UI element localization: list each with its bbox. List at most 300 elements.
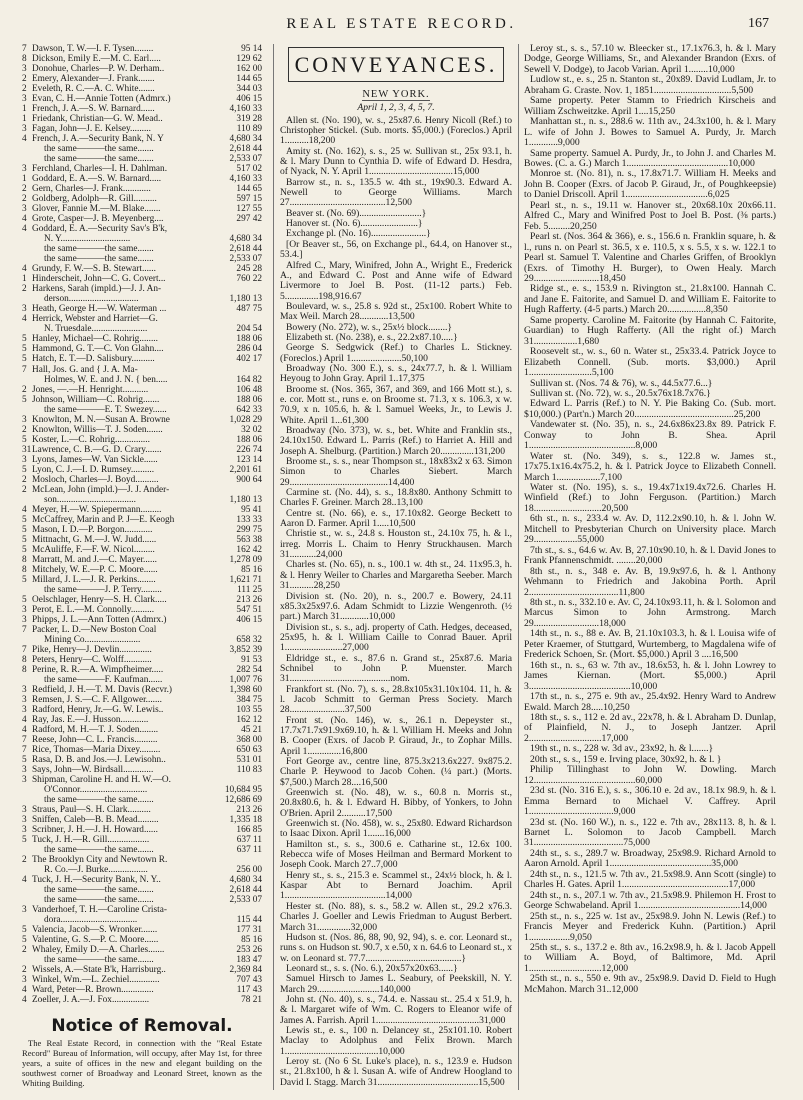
row-date: 4	[22, 715, 27, 726]
row-parties: the same———the same.......	[44, 254, 154, 265]
row-amount: 406 15	[236, 614, 262, 625]
row-amount: 286 04	[236, 344, 262, 355]
conveyance-entry: Bowery (No. 272), w. s., 25x½ block........}	[286, 321, 452, 333]
judgment-row	[22, 785, 262, 795]
row-parties: French, J. A.—Security Bank, N. Y	[32, 134, 164, 145]
city-name: NEW YORK.	[362, 89, 430, 100]
judgment-row	[22, 755, 262, 765]
judgment-row	[22, 94, 262, 104]
date-line: April 1, 2, 3, 4, 5, 7.	[357, 102, 435, 114]
row-parties: Knowlton, Willis—T. J. Soden.......	[32, 424, 163, 435]
row-parties: derson..............................	[44, 294, 139, 305]
row-date: 2	[22, 384, 27, 395]
row-amount: 110 83	[236, 765, 262, 776]
row-date: 5	[22, 344, 27, 355]
row-amount: 162 12	[236, 715, 262, 726]
conveyances-list	[524, 44, 776, 995]
judgment-row	[22, 975, 262, 985]
row-date: 3	[22, 905, 27, 916]
row-amount: 563 38	[236, 534, 262, 545]
row-parties: the same———the same.......	[44, 144, 154, 155]
row-parties: Hanley, Michael—C. Rohrig........	[32, 334, 158, 345]
judgment-row	[22, 224, 262, 234]
judgment-row	[22, 615, 262, 625]
row-amount	[224, 224, 262, 234]
row-parties: Grote, Casper—J. B. Meyenberg....	[32, 214, 164, 225]
row-parties: O'Connor.............................	[44, 785, 148, 796]
judgment-row	[22, 54, 262, 64]
row-amount: 1,398 60	[229, 685, 262, 695]
judgment-row	[22, 194, 262, 204]
row-date: 5	[22, 574, 27, 585]
row-parties: Mason, I. D.—P. Borgon............	[32, 524, 153, 535]
judgment-row	[22, 865, 262, 875]
judgment-row	[22, 685, 262, 695]
conveyance-entry: Fort George av., centre line, 875.3x213.6x227. 9x875.2. Charle P. Heywood to Jacob Cohen. (¼ part.) (Morts. $7,500.) March 28....16,500	[280, 756, 512, 788]
row-amount: 282 54	[236, 664, 262, 675]
conveyance-entry: Sullivan st. (Nos. 74 & 76), w. s., 44.5x77.6...}	[530, 377, 713, 389]
conveyance-entry: 24th st., n. s., 207.1 w. 7th av., 21.5x98.9. Philemon H. Frost to George Schwabeland. April 1..........................................14,000	[524, 889, 776, 912]
row-amount: 531 01	[236, 755, 262, 766]
row-parties: Hinderscheit, John—C. G. Covert...	[32, 274, 166, 285]
row-amount: 45 21	[241, 725, 262, 736]
conveyances-column-2	[524, 44, 776, 995]
row-parties: Lyons, James—W. Van Sickle......	[32, 454, 158, 465]
row-parties: the same———the same.......	[44, 154, 154, 165]
row-parties: Vanderhoef, T. H.—Caroline Crista-	[32, 905, 167, 916]
judgment-row	[22, 174, 262, 184]
conveyance-entry: Front st. (No. 146), w. s., 26.1 n. Depeyster st., 17.7x71.7x91.9x69.10, h. & l. William H. Meeks and John B. Cooper (Exrs. of Jacob P. Giraud, Jr., to Zophar Mills. April 1..............16,800	[280, 714, 512, 757]
row-amount: 188 06	[236, 434, 262, 445]
judgment-row	[22, 344, 262, 354]
row-amount: 85 16	[241, 935, 262, 946]
row-parties: Tuck, J. H.—R. Gill..................	[32, 835, 150, 846]
row-date: 3	[22, 765, 27, 776]
row-amount: 144 65	[236, 184, 262, 195]
row-parties: Hatch, E. T.—D. Salisbury..........	[32, 354, 155, 365]
conveyance-entry: Allen st. (No. 190), w. s., 25x87.6. Henry Nicoll (Ref.) to Christopher Stickel. (Sub. morts. $5,000.) (Foreclos.) April 1..........18,200	[280, 114, 512, 147]
judgment-row	[22, 545, 262, 555]
judgment-row	[22, 775, 262, 785]
row-amount: 103 55	[236, 705, 262, 716]
judgment-row	[22, 625, 262, 635]
row-amount: 110 89	[236, 124, 262, 135]
row-parties: Remsen, J. S.—C. F. Allgower.......	[32, 695, 162, 706]
row-date: 2	[22, 194, 27, 205]
row-amount: 597 15	[236, 194, 262, 205]
row-date: 3	[22, 604, 27, 615]
conveyance-entry: Water st. (No. 195), s. s., 19.4x71x19.4x72.6. Charles H. Winfield (Ref.) to John Ferguson. (Partition.) March 18............................20,500	[524, 482, 776, 514]
row-amount: 133 33	[236, 514, 262, 525]
judgment-row	[22, 965, 262, 975]
row-amount: 4,680 34	[229, 234, 262, 245]
conveyance-entry: Charles st. (No. 65), n. s., 100.1 w. 4th st., 24. 11x95.3, h. & l. Henry Weiler to Charles and Margaretha Seeber. March 31..........28,250	[280, 559, 512, 592]
row-amount: 115 44	[236, 915, 262, 926]
column-rule	[518, 44, 519, 1090]
conveyance-entry: Water st. (No. 349), s. s., 122.8 w. James st., 17x75.1x16.4x75.2, h. & l. Patrick Joyce to Elizabeth Connell. March 1..................7,100	[524, 450, 776, 483]
row-parties: Redfield, J. H.—T. M. Davis (Recvr.)	[32, 685, 173, 695]
row-date: 5	[22, 925, 27, 936]
conveyance-entry: Leroy st., s. s., 57.10 w. Bleecker st., 17.1x76.3, h. & l. Mary Dodge, George Williams, Sr., and Alexander Brandon (Exrs. of Sewell V. Dodge), to Jacob Varian. April 1........10,000	[524, 43, 776, 75]
conveyance-entry: Broome st., s. s., near Thompson st., 18x83x2 x 63. Simon Simon to Charles Siebert. March 29.........................................14,400	[280, 456, 512, 488]
conveyance-entry: 24th st., n. s., 121.5 w. 7th av., 21.5x98.9. Ann Scott (single) to Charles H. Gates. April 1............................................17,000	[524, 868, 776, 891]
row-date: 2	[22, 474, 27, 485]
judgments-column	[22, 44, 262, 1088]
row-amount: 106 48	[236, 384, 262, 395]
row-date: 5	[22, 544, 27, 555]
conveyance-entry: [Or Beaver st., 56, on Exchange pl., 64.4, on Hanover st., 53.4.]	[280, 238, 512, 261]
judgment-row	[22, 795, 262, 805]
row-date: 2	[22, 284, 27, 295]
judgment-row	[22, 745, 262, 755]
row-parties: Straus, Paul—S. H. Clark..........	[32, 805, 151, 816]
row-amount: 10,684 95	[224, 785, 262, 796]
judgment-row	[22, 74, 262, 84]
row-date: 4	[22, 224, 27, 235]
judgment-row	[22, 144, 262, 154]
conveyances-list	[280, 116, 512, 1088]
judgment-row	[22, 705, 262, 715]
row-date: 4	[22, 264, 27, 275]
conveyance-entry: John st. (No. 40), s. s., 74.4. e. Nassau st.. 25.4 x 51.9, h. & l. Margaret wife of Wm. C. Rogers to Eleanor wife of James A. Farrish. April 1...........................................31,000	[280, 993, 512, 1026]
row-amount: 95 14	[241, 44, 262, 54]
judgment-row	[22, 204, 262, 214]
row-date: 2	[22, 855, 27, 866]
judgment-row	[22, 395, 262, 405]
conveyance-entry: Edward L. Parris (Ref.) to N. Y. Pie Baking Co. (Sub. mort. $10,000.) (Part'n.) March 20.........................................25,200	[524, 398, 776, 420]
row-parties: Ferchland, Charles—I. H. Dahlman.	[32, 164, 168, 175]
conveyance-entry: Ridge st., e. s., 153.9 n. Rivington st., 21.8x100. Hannah C. and Jane E. Faitorite, and Samuel D. and William E. Faitorite to Hugh Rafferty. (4-5 parts.) March 20................8,350	[524, 283, 776, 316]
conveyance-entry: Greenwich st. (No. 458), w. s., 25x80. Edward Richardson to Isaac Dixon. April 1.......16,000	[280, 818, 512, 840]
judgment-row	[22, 314, 262, 324]
conveyance-entry: Frankfort st. (No. 7), s. s., 28.8x105x31.10x104. 11, h. & l. Jacob Schmitt to German Press Society. March 28.......................37,500	[280, 683, 512, 716]
conveyance-entry: Christie st., w. s., 24.8 s. Houston st., 24.10x 75, h. & l., irreg. Morris L. Chaim to Henry Struckhausen. March 31...........24,000	[280, 528, 512, 561]
judgment-row	[22, 955, 262, 965]
row-parties: Dickson, Emily E.—M. C. Earl.....	[32, 54, 161, 65]
row-amount: 650 63	[236, 745, 262, 756]
row-date: 8	[22, 54, 27, 65]
row-parties: Evan, C. H.—Annie Totten (Admrx.)	[32, 94, 171, 105]
judgment-row	[22, 525, 262, 535]
conveyance-entry: Leonard st., s. s. (No. 6.), 20x57x20x63......}	[286, 962, 458, 974]
judgment-row	[22, 595, 262, 605]
judgment-row	[22, 945, 262, 955]
row-amount: 1,278 09	[229, 554, 262, 565]
conveyance-entry: 6th st., n. s., 233.4 w. Av. D, 112.2x90.10, h. & l. John W. Mitchell to Presbyterian Church on University place. March 29..................55,000	[524, 513, 776, 546]
row-parties: N. Truesdale........................	[44, 324, 148, 335]
row-date: 3	[22, 685, 27, 695]
conveyance-entry: Ludlow st., e. s., 25 n. Stanton st., 20x89. David Ludlam, Jr. to Abraham G. Craste. Nov. 1, 1851................................5,500	[524, 74, 776, 96]
conveyance-entry: Greenwich st. (No. 48), w. s., 60.8 n. Morris st., 20.8x80.6, h. & l. Edward H. Bibby, of Yonkers, to John O'Brien. April 2..........17,500	[280, 787, 512, 819]
conveyance-entry: Manhattan st., n. s., 288.6 w. 11th av., 24.3x100, h. & l. Mary L. wife of John J. Bowes to Samuel A. Purdy, Jr. March 1............9,000	[524, 116, 776, 149]
judgment-row	[22, 905, 262, 915]
judgment-row	[22, 184, 262, 194]
row-parties: French, J. A.—S. W. Barnard......	[32, 104, 155, 115]
conveyance-entry: Pearl st., n. s., 19.11 w. Hanover st., 20x68.10x 20x66.11. Alfred C., Mary and Winifred Post to Joel B. Post. (⅜ parts.) Feb. 5.........20,250	[524, 199, 776, 232]
row-date: 4	[22, 875, 27, 886]
row-parties: Hammond, G. T.—C. Von Glahn....	[32, 344, 164, 355]
row-amount: 188 06	[236, 334, 262, 345]
row-date: 5	[22, 464, 27, 475]
row-parties: Winkel, Wm.—L. Zechiel.............	[32, 975, 160, 986]
row-date: 4	[22, 134, 27, 145]
row-parties: the same———the same.......	[44, 895, 154, 906]
row-date: 2	[22, 184, 27, 195]
row-parties: Whaley, Emily D.—A. Charles.......	[32, 945, 165, 956]
conveyance-entry: 24th st., s. s., 289.7 w. Broadway, 25x98.9. Richard Arnold to Aaron Arnold. April 1..........................................35,000	[524, 847, 776, 870]
row-parties: the same———the same.......	[44, 244, 154, 255]
conveyance-entry: Samuel Hirsch to James L. Seabury, of Peekskill, N. Y. March 29..........................140,000	[280, 973, 512, 995]
judgment-row	[22, 134, 262, 144]
judgment-row	[22, 665, 262, 675]
judgment-row	[22, 214, 262, 224]
row-amount: 95 41	[241, 504, 262, 515]
row-parties: Dawson, T. W.—I. F. Tysen........	[32, 44, 154, 54]
row-date: 5	[22, 394, 27, 405]
row-amount: 760 22	[236, 274, 262, 285]
row-parties: Johnson, William—C. Rohrig.......	[32, 394, 160, 405]
row-date: 8	[22, 554, 27, 565]
row-date: 4	[22, 214, 27, 225]
conveyance-entry: George S. Sedgwick (Ref.) to Charles L. Stickney. (Foreclos.) April 1.....................50,100	[280, 342, 512, 364]
row-parties: Goldberg, Adolph—R. Gill..........	[32, 194, 157, 205]
conveyance-entry: Division st. (No. 20), n. s., 200.7 e. Bowery, 24.11 x85.3x25x97.6. Adam Schmidt to Lizzie Wengenroth. (½ part.) March 31............10,000	[280, 590, 512, 623]
judgment-row	[22, 655, 262, 665]
row-amount: 127 55	[236, 204, 262, 215]
conveyance-entry: 25th st., n. s., 550 e. 9th av., 25x98.9. David D. Field to Hugh McMahon. March 31..12,000	[524, 973, 776, 995]
row-date: 3	[22, 705, 27, 716]
row-parties: the same———E. T. Swezey......	[44, 404, 167, 415]
row-parties: Pike, Henry—J. Devlin..............	[32, 644, 152, 655]
row-date: 3	[22, 975, 27, 986]
row-amount: 2,618 44	[229, 144, 262, 155]
row-amount: 1,028 29	[229, 414, 262, 425]
conveyance-entry: Same property. Caroline M. Faitorite (by Hannah C. Faitorite, Guardian) to Hugh Rafferty. (All the right of.) March 31..................1,680	[524, 314, 776, 347]
row-date: 3	[22, 64, 27, 75]
row-amount: 658 32	[236, 634, 262, 645]
row-parties: Mining Co........................	[44, 634, 141, 645]
row-date: 3	[22, 775, 27, 786]
conveyance-entry: Roosevelt st., w. s., 60 n. Water st., 25x33.4. Patrick Joyce to Elizabeth Connell. (Sub. morts. $3,000.) April 1..........................5,100	[524, 346, 776, 379]
row-date: 5	[22, 835, 27, 846]
row-amount: 547 51	[236, 604, 262, 615]
judgment-row	[22, 405, 262, 415]
conveyance-entry: Hudson st. (Nos. 86, 88, 90, 92, 94), s. e. cor. Leonard st., runs s. on Hudson st. 90.7, x e.50, x n. 64.6 to Leonard st., x w. on Leonard st. 77.7........................................}	[280, 931, 512, 964]
row-amount: 111 25	[237, 584, 262, 595]
judgment-row	[22, 835, 262, 845]
row-amount: 162 00	[236, 64, 262, 75]
row-amount: 637 11	[236, 835, 262, 846]
row-date: 4	[22, 314, 27, 325]
row-amount: 406 15	[236, 94, 262, 105]
judgment-row	[22, 385, 262, 395]
conveyance-entry: Carmine st. (No. 44), s. s., 18.8x80. Anthony Schmitt to Charles F. Greiner. March 28..13,100	[280, 487, 512, 509]
row-parties: the same———F. Kaufman......	[44, 674, 163, 685]
row-amount: 213 26	[236, 594, 262, 605]
row-parties: Heath, George H.—W. Waterman ...	[32, 304, 167, 315]
row-amount: 1,180 13	[229, 294, 262, 305]
judgment-row	[22, 375, 262, 385]
row-date: 1	[22, 104, 27, 115]
row-amount: 517 02	[236, 164, 262, 175]
judgment-row	[22, 915, 262, 925]
row-parties: Herrick, Webster and Harriet—G.	[32, 314, 158, 325]
row-parties: Fagan, John—J. E. Kelsey.........	[32, 124, 151, 135]
conveyance-entry: 20th st., s. s., 159 e. Irving place, 30x92, h. & l. }	[530, 753, 722, 765]
row-parties: the same———J. P. Terry.........	[44, 584, 162, 595]
row-date: 31	[22, 444, 32, 455]
conveyance-entry: 14th st., n. s., 88 e. Av. B, 21.10x103.3, h. & l. Louisa wife of Peter Kraemer, of Stuttgard, Wurtemberg, to Magdalena wife of Frederick Schoen, Sr. (Mort. $5,000.) April 3 ....16,500	[524, 628, 776, 661]
row-amount: 297 42	[236, 214, 262, 225]
row-date: 2	[22, 424, 27, 435]
row-amount: 4,680 34	[229, 134, 262, 145]
row-date: 3	[22, 124, 27, 135]
city-heading	[280, 90, 512, 100]
row-parties: Rice, Thomas—Maria Dixey.........	[32, 745, 161, 756]
judgment-row	[22, 515, 262, 525]
row-parties: Peters, Henry—C. Wolff............	[32, 654, 152, 665]
row-amount: 204 54	[236, 324, 262, 335]
row-date: 4	[22, 985, 27, 996]
row-parties: Packer, L. D.—New Boston Coal	[32, 624, 157, 635]
row-parties: Hall, Jos. G. and { J. A. Ma-	[32, 364, 138, 375]
row-date: 5	[22, 434, 27, 445]
row-amount: 4,160 33	[229, 104, 262, 115]
row-parties: Mittnacht, G. M.—J. W. Judd......	[32, 534, 157, 545]
row-date: 5	[22, 354, 27, 365]
journal-title: REAL ESTATE RECORD.	[286, 16, 517, 32]
judgment-row	[22, 164, 262, 174]
row-date: 1	[22, 114, 27, 125]
row-parties: McLean, John (impld.)—J. J. Ander-	[32, 484, 170, 495]
row-date: 5	[22, 514, 27, 525]
row-parties: the same———the same.......	[44, 885, 154, 896]
row-parties: Sniffen, Caleb—B. B. Mead.........	[32, 815, 159, 826]
row-parties: Holmes, W. E. and J. N. { ben.....	[44, 374, 168, 385]
row-amount	[224, 314, 262, 324]
page-number: 167	[748, 16, 769, 31]
judgment-row	[22, 124, 262, 134]
row-amount: 637 11	[236, 845, 262, 856]
judgment-row	[22, 84, 262, 94]
row-parties: the same———the same.......	[44, 795, 154, 806]
judgment-row	[22, 565, 262, 575]
row-date: 3	[22, 94, 27, 105]
row-date: 5	[22, 524, 27, 535]
row-amount: 299 75	[236, 524, 262, 535]
row-amount: 256 00	[236, 865, 262, 876]
row-amount	[224, 485, 262, 495]
row-date: 7	[22, 745, 27, 756]
row-parties: Phipps, J. L.—Ann Totten (Admrx.)	[32, 614, 167, 625]
conveyance-entry: Beaver st. (No. 69)..........................}	[286, 207, 427, 219]
row-date: 1	[22, 174, 27, 185]
row-amount: 91 53	[241, 654, 262, 665]
row-date: 2	[22, 965, 27, 976]
judgment-row	[22, 675, 262, 685]
judgment-row	[22, 44, 262, 54]
row-parties: R. Co.—J. Burke.................	[44, 865, 148, 876]
row-amount: 900 64	[236, 474, 262, 485]
judgment-row	[22, 324, 262, 334]
judgment-row	[22, 445, 262, 455]
row-parties: Jones, —.—H. Henright...........	[32, 384, 149, 395]
row-amount	[224, 625, 262, 635]
row-amount: 162 42	[236, 544, 262, 555]
judgment-row	[22, 895, 262, 905]
judgment-row	[22, 365, 262, 375]
conveyance-entry: 16th st., n. s., 63 w. 7th av., 18.6x53, h. & l. John Lowrey to James Kiernan. (Mort. $5,000.) April 3..........................................10,000	[524, 659, 776, 692]
row-parties: Lawrence, C. B.—G. D. Crary.......	[32, 444, 162, 455]
judgment-row	[22, 154, 262, 164]
row-date: 3	[22, 164, 27, 175]
judgment-row	[22, 104, 262, 114]
judgment-row	[22, 875, 262, 885]
conveyance-entry: 7th st., s. s., 64.6 w. Av. B, 27.10x90.10, h. & l. David Jones to Frank Pfannenschmidt. ........20,000	[524, 544, 776, 567]
conveyance-entry: 8th st., n. s., 332.10 e. Av. C, 24.10x93.11, h. & l. Solomon and Marcus Simon to John Armstrong. March 29...........................18,000	[524, 597, 776, 629]
judgment-row	[22, 585, 262, 595]
row-amount	[224, 775, 262, 785]
conveyance-entry: 23d st. (No. 160 W.), n. s., 122 e. 7th av., 28x113. 8, h. & l. Barnet L. Solomon to Jacob Campbell. March 31.....................................75,000	[524, 816, 776, 849]
judgment-row	[22, 605, 262, 615]
row-date: 1	[22, 274, 27, 285]
row-parties: N. Y..............................	[44, 234, 131, 245]
judgment-row	[22, 935, 262, 945]
row-parties: Meyer, H.—W. Spiepermann.........	[32, 504, 162, 515]
judgment-row	[22, 485, 262, 495]
page-header	[0, 14, 803, 38]
row-parties: McCaffrey, Marin and P. J—E. Keogh	[32, 514, 175, 525]
judgment-row	[22, 855, 262, 865]
conveyance-entry: Boulevard, w. s., 25.8 s. 92d st., 25x100. Robert White to Max Weil. March 28............13,500	[280, 300, 512, 323]
row-parties: Valencia, Jacob—S. Wronker.......	[32, 925, 158, 936]
row-date: 2	[22, 484, 27, 495]
judgment-row	[22, 64, 262, 74]
row-amount: 164 82	[236, 374, 262, 385]
row-amount: 2,533 07	[229, 254, 262, 265]
row-date: 7	[22, 364, 27, 375]
row-amount: 12,686 69	[224, 795, 262, 806]
row-parties: Friedank, Christian—G. W. Mead..	[32, 114, 163, 125]
row-date: 3	[22, 805, 27, 816]
row-date: 7	[22, 624, 27, 635]
row-parties: Koster, L.—C. Rohrig...............	[32, 434, 150, 445]
judgment-row	[22, 274, 262, 284]
conveyance-entry: Pearl st. (Nos. 364 & 366), e. s., 156.6 n. Franklin square, h. & l., runs n. on Pearl st. 36.5, x e. 110.5, x s. 5.5, x s. w. 122.1 to Pearl st. Samuel T. Valentine and Charles Griffen, of Brooklyn (Exrs. of Timothy H. Burger), to Owen Healy. March 29...........................18,450	[524, 231, 776, 284]
judgment-row	[22, 985, 262, 995]
row-parties: Eveleth, R. C.—A. C. White.......	[32, 84, 155, 95]
row-date: 7	[22, 644, 27, 655]
notice-heading: Notice of Removal.	[51, 1015, 233, 1036]
row-amount	[224, 284, 262, 294]
conveyance-entry: Hamilton st., s. s., 300.6 e. Catharine st., 12.6x 100. Rebecca wife of Moses Heilman and Bermard Morkent to Joseph Cook. March 27..7,000	[280, 838, 512, 871]
row-amount: 129 62	[236, 54, 262, 65]
conveyance-entry: 19th st., n. s., 228 w. 3d av., 23x92, h. & l.......}	[530, 743, 714, 755]
conveyance-entry: Barrow st., n. s., 135.5 w. 4th st., 19x90.3. Edward A. Newell to George Williams. March 27........................................12,500	[280, 176, 512, 209]
judgment-row	[22, 505, 262, 515]
row-date: 5	[22, 534, 27, 545]
row-amount: 78 21	[241, 995, 262, 1006]
row-amount: 707 43	[236, 975, 262, 986]
row-parties: Oelschlager, Henry—S. H. Clark.....	[32, 594, 167, 605]
judgment-row	[22, 575, 262, 585]
row-amount: 123 14	[236, 454, 262, 465]
row-parties: Goddard, E. A.—S. W. Barnard.....	[32, 174, 162, 185]
row-amount: 183 47	[236, 955, 262, 966]
row-amount: 117 43	[236, 985, 262, 996]
conveyance-entry: Leroy st. (No 6 St. Luke's place), n. s., 123.9 e. Hudson st., 21.8x100, h & l. Susan A. wife of Andrew Hoogland to David I. Stagg. March 31..........................................15,500	[280, 1055, 512, 1088]
conveyances-heading: CONVEYANCES.	[288, 47, 504, 82]
